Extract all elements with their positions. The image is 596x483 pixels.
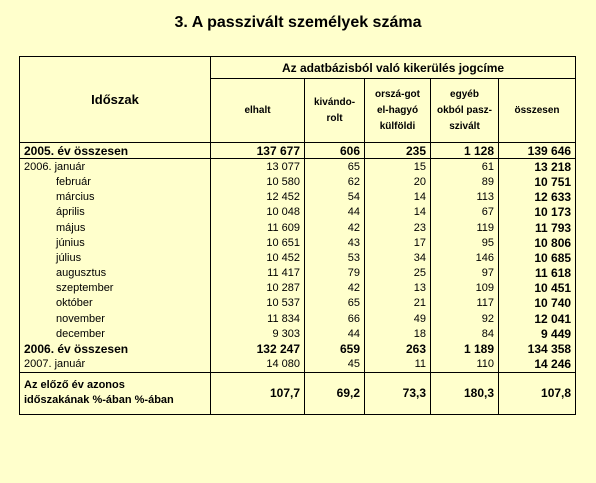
total-cell: 9 449 — [499, 326, 576, 341]
value-cell: 659 — [305, 341, 365, 356]
value-cell: 1 189 — [431, 341, 499, 356]
value-cell: 61 — [431, 159, 499, 175]
value-cell: 9 303 — [211, 326, 305, 341]
value-cell: 10 651 — [211, 235, 305, 250]
total-cell: 10 451 — [499, 281, 576, 296]
value-cell: 15 — [365, 159, 431, 175]
footer-label-line2: időszakának %-ában %-ában — [24, 394, 174, 407]
group-header: Az adatbázisból való kikerülés jogcíme — [211, 57, 576, 79]
value-cell: 62 — [305, 174, 365, 189]
col-header-elhalt: elhalt — [211, 79, 305, 143]
footer-value: 107,7 — [211, 372, 305, 414]
value-cell: 42 — [305, 220, 365, 235]
table-row — [20, 250, 576, 265]
value-cell: 606 — [305, 143, 365, 159]
value-cell: 132 247 — [211, 341, 305, 356]
row-label: április — [20, 205, 211, 220]
value-cell: 11 609 — [211, 220, 305, 235]
value-cell: 54 — [305, 190, 365, 205]
table-row — [20, 220, 576, 235]
total-cell: 134 358 — [499, 341, 576, 356]
value-cell: 23 — [365, 220, 431, 235]
value-cell: 10 287 — [211, 281, 305, 296]
value-cell: 14 — [365, 205, 431, 220]
value-cell: 11 417 — [211, 266, 305, 281]
value-cell: 235 — [365, 143, 431, 159]
value-cell: 113 — [431, 190, 499, 205]
value-cell: 109 — [431, 281, 499, 296]
value-cell: 67 — [431, 205, 499, 220]
total-cell: 14 246 — [499, 357, 576, 373]
value-cell: 45 — [305, 357, 365, 373]
row-label: május — [20, 220, 211, 235]
value-cell: 17 — [365, 235, 431, 250]
row-label: 2006. január — [20, 159, 211, 175]
table-row — [20, 296, 576, 311]
row-label: október — [20, 296, 211, 311]
footer-value: 69,2 — [305, 372, 365, 414]
value-cell: 10 580 — [211, 174, 305, 189]
total-cell: 10 806 — [499, 235, 576, 250]
footer-row — [20, 372, 576, 414]
row-label: 2006. év összesen — [20, 341, 211, 356]
row-label: június — [20, 235, 211, 250]
value-cell: 119 — [431, 220, 499, 235]
value-cell: 92 — [431, 311, 499, 326]
row-label: december — [20, 326, 211, 341]
value-cell: 18 — [365, 326, 431, 341]
value-cell: 97 — [431, 266, 499, 281]
col-header-egyeb: egyéb okból pasz- szivált — [431, 79, 499, 143]
value-cell: 65 — [305, 159, 365, 175]
footer-value: 73,3 — [365, 372, 431, 414]
total-cell: 10 751 — [499, 174, 576, 189]
value-cell: 13 077 — [211, 159, 305, 175]
value-cell: 10 048 — [211, 205, 305, 220]
value-cell: 34 — [365, 250, 431, 265]
col-header-kivandorolt: kivándo- rolt — [305, 79, 365, 143]
value-cell: 25 — [365, 266, 431, 281]
table-row — [20, 174, 576, 189]
value-cell: 42 — [305, 281, 365, 296]
total-cell: 10 173 — [499, 205, 576, 220]
value-cell: 84 — [431, 326, 499, 341]
value-cell: 10 537 — [211, 296, 305, 311]
value-cell: 14 080 — [211, 357, 305, 373]
row-label: július — [20, 250, 211, 265]
value-cell: 1 128 — [431, 143, 499, 159]
row-label: március — [20, 190, 211, 205]
total-cell: 11 793 — [499, 220, 576, 235]
value-cell: 146 — [431, 250, 499, 265]
table-row — [20, 143, 576, 159]
table-row — [20, 190, 576, 205]
value-cell: 137 677 — [211, 143, 305, 159]
value-cell: 66 — [305, 311, 365, 326]
value-cell: 89 — [431, 174, 499, 189]
total-cell: 139 646 — [499, 143, 576, 159]
total-cell: 10 740 — [499, 296, 576, 311]
footer-value: 107,8 — [499, 372, 576, 414]
passive-persons-table — [19, 56, 576, 415]
total-cell: 11 618 — [499, 266, 576, 281]
value-cell: 49 — [365, 311, 431, 326]
table-row — [20, 311, 576, 326]
value-cell: 10 452 — [211, 250, 305, 265]
total-cell: 12 041 — [499, 311, 576, 326]
table-body — [20, 143, 576, 373]
table-row — [20, 341, 576, 356]
value-cell: 117 — [431, 296, 499, 311]
table-row — [20, 235, 576, 250]
value-cell: 11 834 — [211, 311, 305, 326]
value-cell: 263 — [365, 341, 431, 356]
row-label: február — [20, 174, 211, 189]
table-row — [20, 266, 576, 281]
value-cell: 79 — [305, 266, 365, 281]
total-cell: 10 685 — [499, 250, 576, 265]
value-cell: 11 — [365, 357, 431, 373]
value-cell: 95 — [431, 235, 499, 250]
table-row — [20, 357, 576, 373]
row-label: november — [20, 311, 211, 326]
row-label: augusztus — [20, 266, 211, 281]
total-cell: 13 218 — [499, 159, 576, 175]
table-row — [20, 205, 576, 220]
value-cell: 53 — [305, 250, 365, 265]
table-row — [20, 159, 576, 175]
value-cell: 21 — [365, 296, 431, 311]
table-title: 3. A passzivált személyek száma — [174, 14, 422, 31]
table-row — [20, 326, 576, 341]
period-header: Időszak — [20, 57, 211, 143]
value-cell: 14 — [365, 190, 431, 205]
total-cell: 12 633 — [499, 190, 576, 205]
row-label: 2005. év összesen — [20, 143, 211, 159]
footer-value: 180,3 — [431, 372, 499, 414]
col-header-kulfoldi: orszá-got el-hagyó külföldi — [365, 79, 431, 143]
value-cell: 44 — [305, 205, 365, 220]
footer-label — [20, 372, 211, 414]
value-cell: 13 — [365, 281, 431, 296]
value-cell: 43 — [305, 235, 365, 250]
col-header-osszesen: összesen — [499, 79, 576, 143]
value-cell: 12 452 — [211, 190, 305, 205]
value-cell: 44 — [305, 326, 365, 341]
value-cell: 65 — [305, 296, 365, 311]
row-label: szeptember — [20, 281, 211, 296]
value-cell: 110 — [431, 357, 499, 373]
row-label: 2007. január — [20, 357, 211, 373]
footer-label-line1: Az előző év azonos — [24, 379, 125, 392]
value-cell: 20 — [365, 174, 431, 189]
table-row — [20, 281, 576, 296]
